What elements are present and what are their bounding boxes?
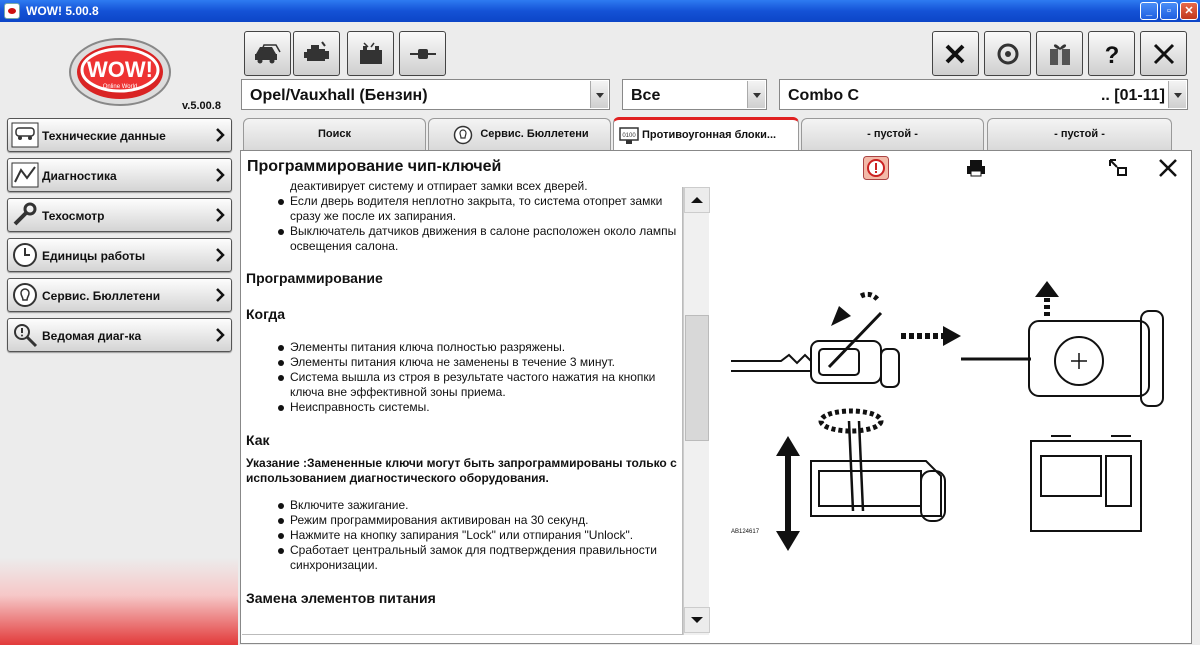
list-item: Если дверь водителя неплотно закрыта, то система отопрет замки сразу же после их запирания. [276, 194, 678, 224]
page-title: Программирование чип-ключей [247, 158, 502, 175]
help-icon [1097, 40, 1127, 68]
diagnostics-icon [11, 162, 39, 188]
vehicle-select-button[interactable] [244, 31, 291, 76]
sync-icon [993, 40, 1023, 68]
wrench-icon [11, 202, 39, 228]
text-fragment: деактивирует систему и отпирает замки всех дверей. [290, 179, 588, 193]
tab-label: Поиск [317, 128, 351, 140]
when-list [276, 340, 678, 415]
section-heading: Замена элементов питания [246, 590, 436, 606]
cars-icon [253, 40, 283, 68]
dropdown-arrow-icon[interactable] [1168, 81, 1186, 108]
model-years: .. [01-11] [1100, 87, 1165, 104]
tab-immobilizer[interactable] [613, 117, 799, 151]
restore-button[interactable]: ▫ [1160, 2, 1178, 20]
tab-label: Противоугонная блоки... [642, 129, 777, 141]
chevron-right-icon [214, 167, 226, 183]
system-value: Все [631, 87, 661, 104]
logo-text: WOW! [87, 57, 153, 82]
list-item: Сработает центральный замок для подтверждения правильности синхронизации. [276, 543, 678, 573]
app-icon [4, 3, 20, 19]
nav-technical-data[interactable] [7, 118, 232, 152]
lightbulb-icon [11, 282, 39, 308]
nav-label: Единицы работы [42, 249, 146, 263]
expand-icon[interactable] [1105, 156, 1131, 180]
gift-button[interactable] [1036, 31, 1083, 76]
engine-button[interactable] [293, 31, 340, 76]
list-item: Элементы питания ключа не заменены в течение 3 минут. [276, 355, 678, 370]
tools-button[interactable] [932, 31, 979, 76]
document-text-pane[interactable] [242, 179, 683, 635]
scroll-down-button[interactable] [684, 607, 710, 633]
dropdown-arrow-icon[interactable] [590, 81, 608, 108]
chevron-right-icon [214, 247, 226, 263]
monitor-icon [619, 127, 639, 145]
scroll-up-button[interactable] [684, 187, 710, 213]
nav-label: Ведомая диаг-ка [42, 329, 142, 343]
exit-button[interactable] [1140, 31, 1187, 76]
system-select[interactable] [622, 79, 767, 110]
nav-inspection[interactable] [7, 198, 232, 232]
close-icon [1149, 40, 1179, 68]
nav-diagnostics[interactable] [7, 158, 232, 192]
tab-empty-1[interactable] [801, 118, 984, 150]
note-text: Указание :Замененные ключи могут быть запрограммированы только с использованием диагностического оборудования. [246, 456, 677, 485]
nav-label: Технические данные [42, 129, 166, 143]
nav-guided-diagnostics[interactable] [7, 318, 232, 352]
section-heading: Программирование [246, 270, 383, 286]
list-item: Включите зажигание. [276, 498, 678, 513]
svg-text:?: ? [1104, 42, 1120, 69]
logo-subtext: Online World [102, 84, 138, 90]
how-list [276, 498, 678, 573]
list-item: Система вышла из строя в результате частого нажатия на кнопки ключа вне эффективной зоны приема. [276, 370, 678, 400]
chevron-right-icon [214, 207, 226, 223]
scroll-thumb[interactable] [685, 315, 709, 441]
nav-label: Сервис. Бюллетени [42, 289, 161, 303]
close-icon[interactable] [1155, 156, 1181, 180]
version-label: v.5.00.8 [182, 100, 221, 112]
tab-label: - пустой - [1054, 128, 1105, 140]
make-value: Opel/Vauxhall (Бензин) [250, 87, 428, 104]
model-value: Combo C [788, 87, 860, 104]
chevron-right-icon [214, 287, 226, 303]
close-window-button[interactable]: ✕ [1180, 2, 1198, 20]
tab-label: Сервис. Бюллетени [480, 128, 589, 140]
chevron-right-icon [214, 127, 226, 143]
nav-service-bulletins[interactable] [7, 278, 232, 312]
tab-service-bulletins[interactable] [428, 118, 611, 150]
tools-icon [941, 40, 971, 68]
engine-icon [302, 40, 332, 68]
connector-icon [408, 40, 438, 68]
list-item: Выключатель датчиков движения в салоне расположен около лампы освещения салона. [276, 224, 678, 254]
title-bar [0, 0, 1200, 22]
key-battery-illustration [711, 271, 1181, 561]
intro-list [276, 194, 678, 254]
tab-search[interactable] [243, 118, 426, 150]
print-icon[interactable] [963, 156, 989, 180]
nav-label: Диагностика [42, 169, 117, 183]
help-button[interactable] [1088, 31, 1135, 76]
window-title: WOW! 5.00.8 [26, 4, 99, 18]
battery-button[interactable] [347, 31, 394, 76]
dropdown-arrow-icon[interactable] [747, 81, 765, 108]
chevron-right-icon [214, 327, 226, 343]
list-item: Нажмите на кнопку запирания "Lock" или отпирания "Unlock". [276, 528, 678, 543]
nav-work-units[interactable] [7, 238, 232, 272]
sidebar [0, 22, 238, 645]
tab-label: - пустой - [867, 128, 918, 140]
when-heading: Когда [246, 306, 286, 322]
content-panel [240, 150, 1192, 644]
info-alert-button[interactable] [863, 156, 889, 180]
gift-icon [1045, 40, 1075, 68]
connector-button[interactable] [399, 31, 446, 76]
wow-logo [68, 36, 172, 108]
clock-icon [11, 242, 39, 268]
list-item: Элементы питания ключа полностью разряжены. [276, 340, 678, 355]
minimize-button[interactable]: _ [1140, 2, 1158, 20]
guided-diagnostics-icon [11, 322, 39, 348]
nav-label: Техосмотр [42, 209, 105, 223]
svg-text:0100: 0100 [622, 133, 636, 139]
car-specs-icon [11, 122, 39, 148]
document-text [246, 179, 678, 606]
arrow-up-icon [685, 188, 709, 212]
figure-code: AB124617 [731, 529, 760, 535]
how-heading: Как [246, 432, 270, 448]
arrow-down-icon [685, 608, 709, 632]
list-item: Режим программирования активирован на 30 секунд. [276, 513, 678, 528]
battery-icon [356, 40, 386, 68]
model-select[interactable] [779, 79, 1188, 110]
list-item: Неисправность системы. [276, 400, 678, 415]
make-select[interactable] [241, 79, 610, 110]
vertical-scrollbar[interactable] [683, 187, 709, 635]
sync-button[interactable] [984, 31, 1031, 76]
tab-empty-2[interactable] [987, 118, 1172, 150]
